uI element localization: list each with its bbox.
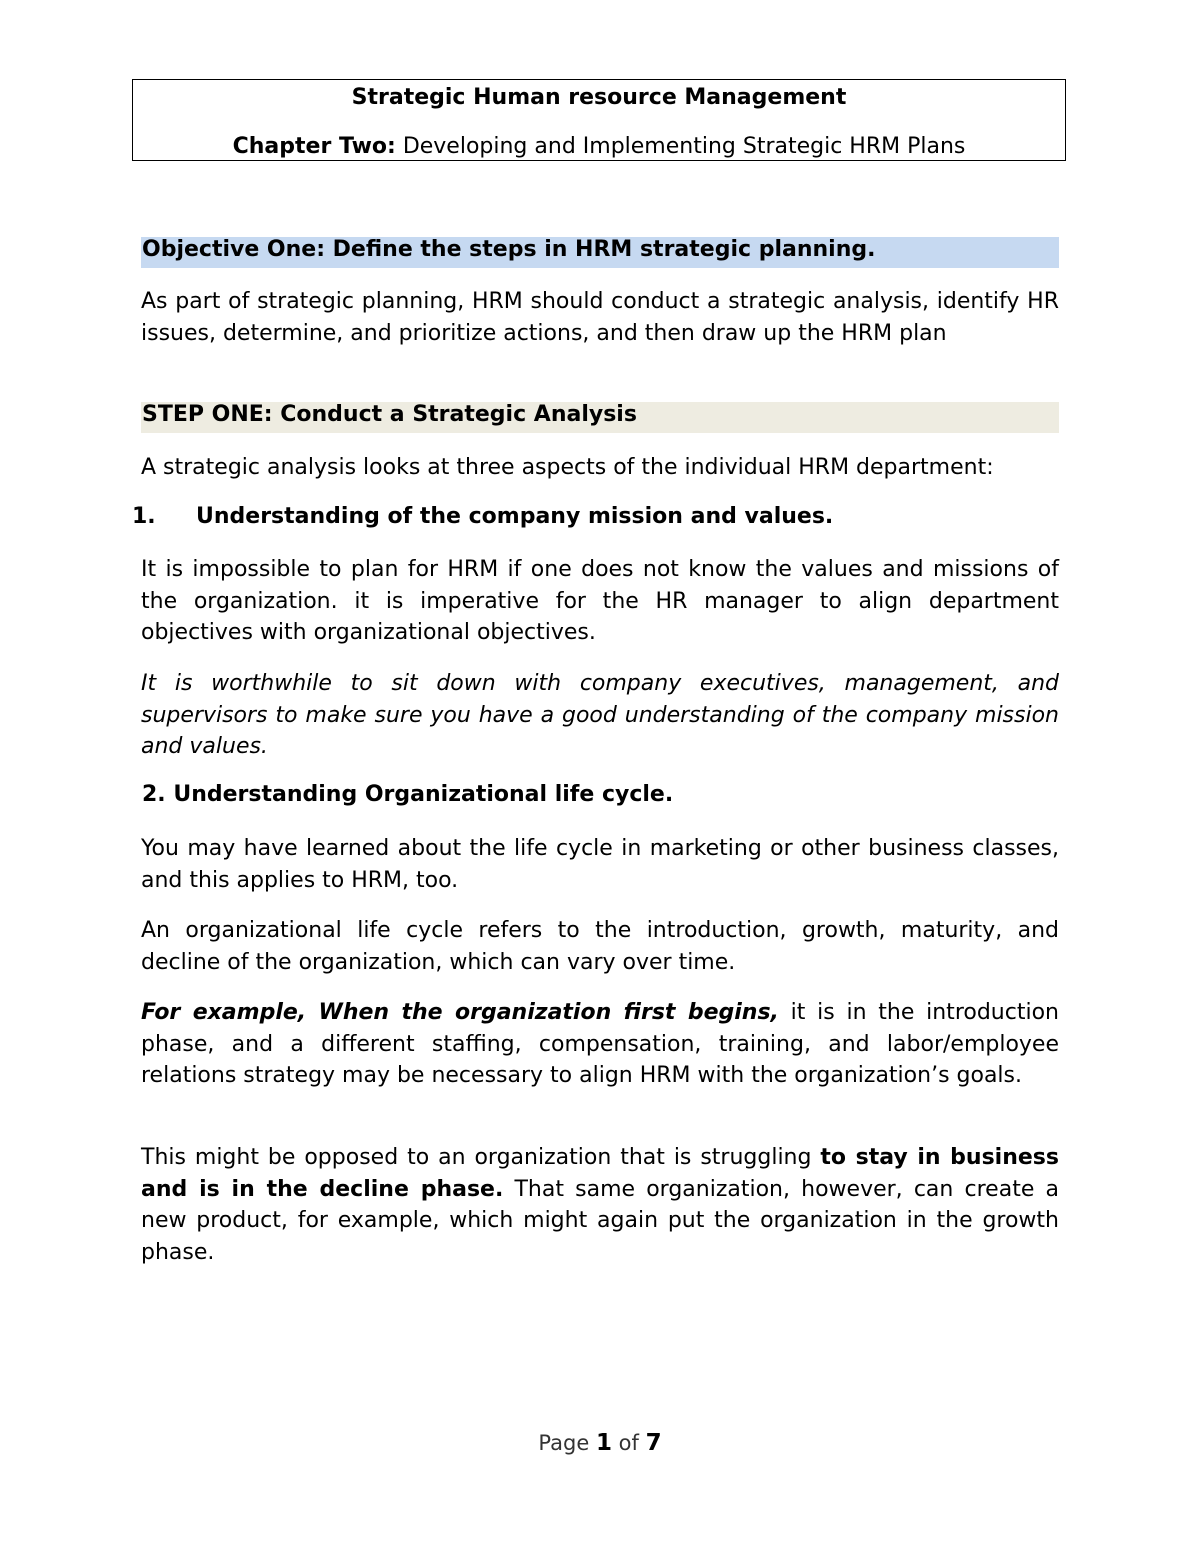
item2-contrast-paragraph [141, 1142, 1059, 1268]
footer-total-pages: 7 [645, 1430, 662, 1456]
objective-paragraph [141, 286, 1059, 349]
step-one-intro-text: A strategic analysis looks at three aspects of the individual HRM department: [141, 455, 994, 480]
item2-text2: An organizational life cycle refers to the introduction, growth, maturity, and decline of the organization, which can vary over time. [141, 918, 1059, 975]
item2-heading: 2. Understanding Organizational life cycle. [142, 782, 674, 807]
step-one-heading: STEP ONE: Conduct a Strategic Analysis [142, 402, 637, 427]
item2-text1: You may have learned about the life cycle in marketing or other business classes, and this applies to HRM, too. [141, 836, 1059, 893]
contrast-bold: to stay in business and is in the decline phase. [141, 1145, 1059, 1202]
example-rest: it is in the introduction phase, and a different staffing, compensation, training, and labor/employee relations strategy may be necessary to align HRM with the organization’s goals. [141, 1000, 1059, 1088]
chapter-name: Developing and Implementing Strategic HRM Plans [402, 134, 966, 159]
objective-text: As part of strategic planning, HRM should conduct a strategic analysis, identify HR issues, determine, and prioritize actions, and then draw up the HRM plan [141, 289, 1059, 346]
contrast-end: That same organization, however, can create a new product, for example, which might again put the organization in the growth phase. [141, 1176, 1059, 1265]
chapter-label: Chapter Two: [232, 134, 396, 159]
step-one-intro [141, 452, 1059, 484]
title-box [132, 79, 1066, 161]
item2-example-text [141, 997, 1059, 1092]
footer-of-word: of [618, 1431, 639, 1455]
footer-page-word: Page [538, 1431, 590, 1455]
item1-text: It is impossible to plan for HRM if one does not know the values and missions of the organization. it is imperative for the HR manager to align department objectives with organizational objectives. [141, 557, 1059, 645]
item1-italic-text: It is worthwhile to sit down with company executives, management, and supervisors to make sure you have a good understanding of the company mission and values. [141, 671, 1059, 759]
page-footer [0, 1430, 1200, 1456]
list-number-1: 1. [132, 504, 156, 529]
item1-heading: Understanding of the company mission and values. [196, 504, 834, 529]
item1-italic-paragraph [141, 668, 1059, 763]
item2-example-paragraph [141, 997, 1059, 1092]
example-lead: For example, When the organization first begins, [141, 1000, 779, 1025]
footer-current-page: 1 [595, 1430, 612, 1456]
contrast-start: This might be opposed to an organization that is struggling [141, 1145, 821, 1170]
document-title: Strategic Human resource Management [351, 85, 847, 110]
objective-heading: Objective One: Define the steps in HRM strategic planning. [142, 237, 876, 262]
item2-contrast-text [141, 1142, 1059, 1268]
item2-paragraph2 [141, 915, 1059, 978]
item1-paragraph [141, 554, 1059, 649]
chapter-title [133, 134, 1065, 159]
item2-paragraph1 [141, 833, 1059, 896]
